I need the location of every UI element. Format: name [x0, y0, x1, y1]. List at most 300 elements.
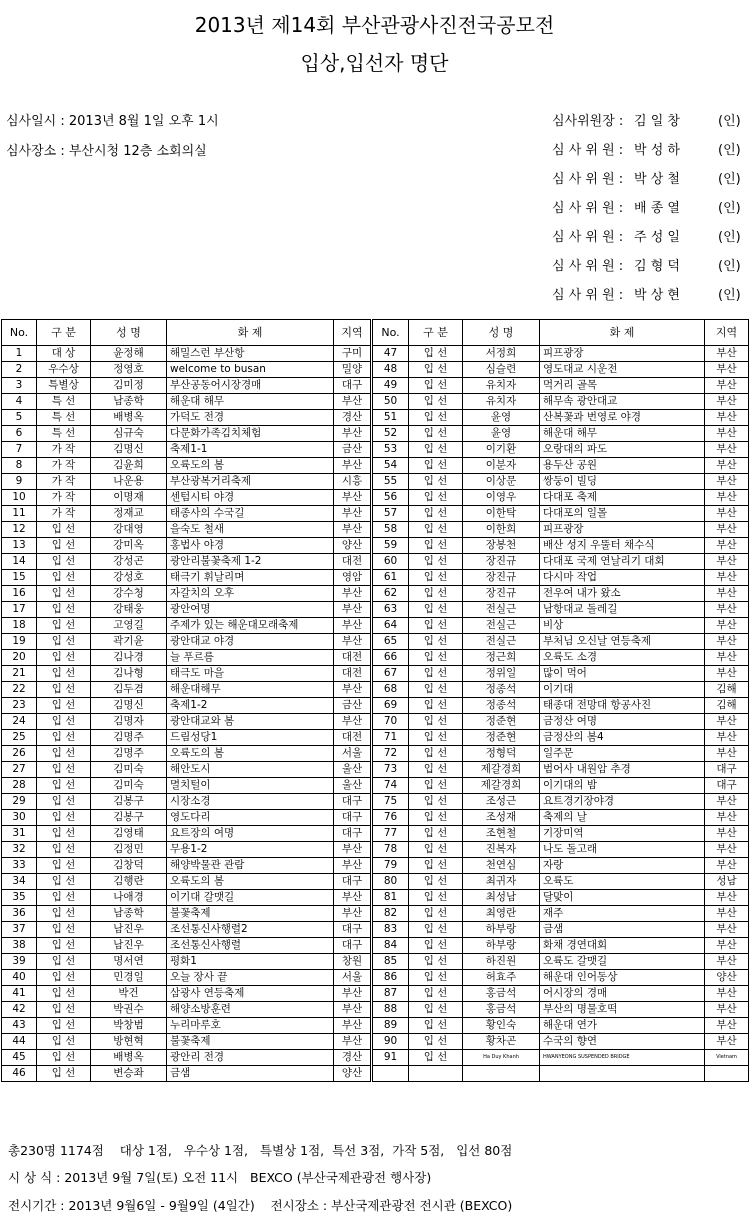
cell-category: 입 선: [409, 442, 463, 458]
cell-name: 전실근: [463, 602, 540, 618]
cell-no: 63: [372, 602, 409, 618]
judge-role: 심 사 위 원 :: [552, 143, 624, 158]
cell-region: 부산: [334, 394, 372, 410]
cell-category: 입 선: [37, 938, 91, 954]
table-row: [2, 490, 749, 506]
cell-region: 양산: [334, 1066, 372, 1082]
judge-role: 심 사 위 원 :: [552, 201, 624, 216]
cell-region: 부산: [334, 458, 372, 474]
cell-region: 부산: [334, 906, 372, 922]
award-table: [1, 319, 749, 1082]
cell-name: 윤영: [463, 426, 540, 442]
cell-no: 4: [2, 394, 37, 410]
cell-no: 33: [2, 858, 37, 874]
cell-name: 남진우: [91, 922, 167, 938]
cell-no: 59: [372, 538, 409, 554]
table-row: [2, 874, 749, 890]
cell-title: 비상: [540, 618, 705, 634]
cell-category: 입 선: [409, 1002, 463, 1018]
cell-title: 광안리불꽃축제 1-2: [167, 554, 334, 570]
cell-title: 오륙도 갈맷길: [540, 954, 705, 970]
cell-no: 78: [372, 842, 409, 858]
cell-name: 조성근: [463, 794, 540, 810]
cell-category: 입 선: [409, 906, 463, 922]
cell-name: Ha Duy Khanh: [463, 1050, 540, 1066]
cell-no: 84: [372, 938, 409, 954]
cell-name: 홍금석: [463, 1002, 540, 1018]
cell-no: 62: [372, 586, 409, 602]
cell-region: 부산: [705, 810, 749, 826]
cell-title: 광안여명: [167, 602, 334, 618]
cell-region: 금산: [334, 698, 372, 714]
judge-seal: (인): [718, 230, 741, 245]
cell-name: 정재교: [91, 506, 167, 522]
cell-category: 가 작: [37, 442, 91, 458]
cell-name: 정형덕: [463, 746, 540, 762]
cell-no: 11: [2, 506, 37, 522]
cell-name: 황차곤: [463, 1034, 540, 1050]
cell-name: 심슬련: [463, 362, 540, 378]
table-row: [2, 682, 749, 698]
cell-name: 정준현: [463, 714, 540, 730]
cell-category: 입 선: [409, 410, 463, 426]
cell-title: 태극도 마을: [167, 666, 334, 682]
cell-title: 해양소방훈련: [167, 1002, 334, 1018]
cell-title: 해안도시: [167, 762, 334, 778]
cell-no: 8: [2, 458, 37, 474]
cell-no: 54: [372, 458, 409, 474]
cell-category: 입 선: [37, 906, 91, 922]
cell-no: 75: [372, 794, 409, 810]
cell-title: 쌍둥이 빌딩: [540, 474, 705, 490]
cell-region: 부산: [334, 586, 372, 602]
cell-category: 가 작: [37, 490, 91, 506]
cell-no: 2: [2, 362, 37, 378]
cell-no: 36: [2, 906, 37, 922]
cell-title: 많이 먹어: [540, 666, 705, 682]
cell-no: 77: [372, 826, 409, 842]
table-row: [2, 810, 749, 826]
cell-no: 58: [372, 522, 409, 538]
cell-name: 김미숙: [91, 778, 167, 794]
cell-no: 89: [372, 1018, 409, 1034]
cell-name: 유치자: [463, 394, 540, 410]
cell-region: 대전: [334, 730, 372, 746]
cell-name: 제갈경희: [463, 762, 540, 778]
cell-category: 입 선: [37, 570, 91, 586]
cell-title: 오륙도의 봄: [167, 746, 334, 762]
cell-no: 79: [372, 858, 409, 874]
header-no: No.: [2, 320, 37, 346]
cell-no: 41: [2, 986, 37, 1002]
cell-title: 오륙도의 봄: [167, 458, 334, 474]
cell-category: 입 선: [409, 666, 463, 682]
cell-name: 이명재: [91, 490, 167, 506]
cell-region: 부산: [705, 826, 749, 842]
cell-category: 입 선: [409, 682, 463, 698]
cell-title: 센텀시티 야경: [167, 490, 334, 506]
header-name: 성 명: [463, 320, 540, 346]
header-title: 화 제: [167, 320, 334, 346]
judge-seal: (인): [718, 288, 741, 303]
judge-seal: (인): [718, 172, 741, 187]
cell-no: 29: [2, 794, 37, 810]
cell-title: 먹거리 골목: [540, 378, 705, 394]
cell-region: 부산: [705, 538, 749, 554]
cell-title: 산복꽃과 번영로 야경: [540, 410, 705, 426]
cell-title: 용두산 공원: [540, 458, 705, 474]
cell-title: 전우여 내가 왔소: [540, 586, 705, 602]
judge-role: 심 사 위 원 :: [552, 230, 624, 245]
cell-category: 입 선: [409, 650, 463, 666]
cell-name: 배병옥: [91, 1050, 167, 1066]
cell-title: 금샘: [167, 1066, 334, 1082]
table-row: [2, 730, 749, 746]
cell-region: 부산: [334, 426, 372, 442]
cell-region: 부산: [334, 1002, 372, 1018]
cell-no: 74: [372, 778, 409, 794]
cell-name: 하부랑: [463, 922, 540, 938]
cell-no: 38: [2, 938, 37, 954]
cell-region: 부산: [705, 554, 749, 570]
cell-title: 재주: [540, 906, 705, 922]
cell-name: 이상문: [463, 474, 540, 490]
cell-title: 오륙도의 봄: [167, 874, 334, 890]
cell-region: 김해: [705, 698, 749, 714]
cell-title: 영도다리: [167, 810, 334, 826]
cell-name: 강성곤: [91, 554, 167, 570]
cell-no: 39: [2, 954, 37, 970]
cell-name: 장진규: [463, 570, 540, 586]
cell-category: 입 선: [409, 458, 463, 474]
cell-name: 곽기윤: [91, 634, 167, 650]
cell-region: 부산: [705, 858, 749, 874]
cell-name: 이분자: [463, 458, 540, 474]
cell-title: 부산공동어시장경매: [167, 378, 334, 394]
cell-category: 입 선: [409, 730, 463, 746]
cell-category: 입 선: [37, 762, 91, 778]
cell-name: 김정민: [91, 842, 167, 858]
cell-name: 배병옥: [91, 410, 167, 426]
cell-region: 대전: [334, 554, 372, 570]
cell-category: 입 선: [409, 970, 463, 986]
cell-region: 부산: [705, 586, 749, 602]
cell-title: 요트장의 여명: [167, 826, 334, 842]
cell-category: 입 선: [409, 506, 463, 522]
cell-region: 대구: [334, 938, 372, 954]
table-row: [2, 346, 749, 362]
cell-no: 5: [2, 410, 37, 426]
judge-row: [552, 110, 741, 129]
cell-category: 입 선: [37, 794, 91, 810]
table-row: [2, 970, 749, 986]
table-row: [2, 362, 749, 378]
cell-region: 부산: [705, 394, 749, 410]
cell-name: 정근희: [463, 650, 540, 666]
cell-no: 17: [2, 602, 37, 618]
cell-category: 입 선: [409, 698, 463, 714]
cell-region: 대전: [334, 650, 372, 666]
cell-title: 나도 돌고래: [540, 842, 705, 858]
cell-name: 김명신: [91, 698, 167, 714]
cell-region: 부산: [705, 634, 749, 650]
cell-category: 입 선: [37, 634, 91, 650]
cell-name: 김봉구: [91, 794, 167, 810]
cell-category: 입 선: [409, 1018, 463, 1034]
judge-seal: (인): [718, 143, 741, 158]
cell-title: 해운대 해무: [540, 426, 705, 442]
cell-title: 피프광장: [540, 346, 705, 362]
cell-category: [409, 1066, 463, 1082]
cell-region: 부산: [705, 794, 749, 810]
cell-region: 대구: [705, 778, 749, 794]
cell-no: 91: [372, 1050, 409, 1066]
cell-title: 자랑: [540, 858, 705, 874]
cell-no: 65: [372, 634, 409, 650]
cell-no: 83: [372, 922, 409, 938]
cell-region: 부산: [705, 602, 749, 618]
cell-name: 조성재: [463, 810, 540, 826]
cell-title: 불꽃축제: [167, 906, 334, 922]
cell-category: 입 선: [409, 394, 463, 410]
cell-name: 장봉천: [463, 538, 540, 554]
cell-name: 황인숙: [463, 1018, 540, 1034]
cell-category: 입 선: [409, 794, 463, 810]
cell-region: 부산: [334, 602, 372, 618]
table-row: [2, 826, 749, 842]
cell-region: 부산: [705, 890, 749, 906]
cell-title: 이기대의 밤: [540, 778, 705, 794]
cell-category: 입 선: [37, 810, 91, 826]
cell-no: 46: [2, 1066, 37, 1082]
cell-name: 심규숙: [91, 426, 167, 442]
cell-category: 입 선: [37, 522, 91, 538]
cell-category: 입 선: [409, 746, 463, 762]
cell-no: 3: [2, 378, 37, 394]
cell-region: 양산: [334, 538, 372, 554]
cell-no: 69: [372, 698, 409, 714]
cell-name: 제갈경희: [463, 778, 540, 794]
cell-region: 부산: [705, 954, 749, 970]
table-row: [2, 922, 749, 938]
judge-seal: (인): [718, 114, 741, 129]
table-row: [2, 794, 749, 810]
cell-name: 이한탁: [463, 506, 540, 522]
cell-name: 하부랑: [463, 938, 540, 954]
cell-name: 김봉구: [91, 810, 167, 826]
cell-category: 입 선: [37, 1002, 91, 1018]
table-row: [2, 522, 749, 538]
table-row: [2, 426, 749, 442]
cell-name: 변승좌: [91, 1066, 167, 1082]
cell-no: [372, 1066, 409, 1082]
cell-category: 입 선: [409, 762, 463, 778]
cell-name: 이기환: [463, 442, 540, 458]
table-row: [2, 506, 749, 522]
cell-name: 김미숙: [91, 762, 167, 778]
cell-category: 입 선: [37, 842, 91, 858]
cell-title: welcome to busan: [167, 362, 334, 378]
cell-no: 53: [372, 442, 409, 458]
cell-region: 대구: [334, 874, 372, 890]
cell-region: 부산: [334, 858, 372, 874]
cell-title: 늘 푸르름: [167, 650, 334, 666]
cell-category: 입 선: [37, 1050, 91, 1066]
cell-region: 밀양: [334, 362, 372, 378]
footer-ceremony: 시 상 식 : 2013년 9월 7일(토) 오전 11시 BEXCO (부산국제관광전 행사장): [8, 1170, 432, 1185]
table-row: [2, 1034, 749, 1050]
page-title: 2013년 제14회 부산관광사진전국공모전: [194, 13, 555, 37]
cell-name: 천연심: [463, 858, 540, 874]
cell-category: 입 선: [409, 522, 463, 538]
cell-region: 부산: [705, 458, 749, 474]
cell-name: 하진원: [463, 954, 540, 970]
cell-no: 23: [2, 698, 37, 714]
cell-region: 양산: [705, 970, 749, 986]
cell-no: 51: [372, 410, 409, 426]
cell-title: 조선통신사행렬2: [167, 922, 334, 938]
cell-no: 1: [2, 346, 37, 362]
table-row: [2, 474, 749, 490]
cell-category: 입 선: [409, 554, 463, 570]
cell-category: 입 선: [409, 586, 463, 602]
cell-region: 부산: [334, 682, 372, 698]
cell-region: 부산: [705, 730, 749, 746]
table-row: [2, 778, 749, 794]
cell-name: 진복자: [463, 842, 540, 858]
cell-name: 홍금석: [463, 986, 540, 1002]
cell-name: 김미정: [91, 378, 167, 394]
cell-title: 부산의 명물호떡: [540, 1002, 705, 1018]
cell-region: 부산: [334, 618, 372, 634]
cell-title: 부처님 오신날 연등축제: [540, 634, 705, 650]
cell-region: 서울: [334, 970, 372, 986]
cell-name: 나애경: [91, 890, 167, 906]
cell-title: 오륙도: [540, 874, 705, 890]
cell-no: 72: [372, 746, 409, 762]
cell-category: 입 선: [409, 714, 463, 730]
cell-region: 대구: [334, 826, 372, 842]
cell-region: Vietnam: [705, 1050, 749, 1066]
cell-no: 43: [2, 1018, 37, 1034]
cell-name: 김행란: [91, 874, 167, 890]
cell-name: 정종석: [463, 698, 540, 714]
cell-region: 부산: [334, 506, 372, 522]
cell-category: 입 선: [409, 1034, 463, 1050]
cell-title: 태극기 휘날리며: [167, 570, 334, 586]
cell-no: 67: [372, 666, 409, 682]
cell-no: 28: [2, 778, 37, 794]
table-row: [2, 746, 749, 762]
cell-title: 해양박물관 관람: [167, 858, 334, 874]
cell-region: 부산: [705, 746, 749, 762]
cell-no: 80: [372, 874, 409, 890]
cell-region: 구미: [334, 346, 372, 362]
judge-row: [552, 168, 741, 187]
cell-name: [463, 1066, 540, 1082]
judge-seal: (인): [718, 201, 741, 216]
judge-row: [552, 255, 741, 274]
table-row: [2, 650, 749, 666]
table-row: [2, 458, 749, 474]
cell-region: 부산: [705, 650, 749, 666]
cell-no: 20: [2, 650, 37, 666]
cell-category: 입 선: [37, 682, 91, 698]
cell-title: 태종대 전망대 항공사진: [540, 698, 705, 714]
cell-title: 주제가 있는 해운대모래축제: [167, 618, 334, 634]
table-row: [2, 378, 749, 394]
cell-title: 수국의 향연: [540, 1034, 705, 1050]
cell-title: 해밀스런 부산항: [167, 346, 334, 362]
judge-name: 김 형 덕: [634, 259, 680, 274]
cell-title: 해운대 연가: [540, 1018, 705, 1034]
judging-place: 심사장소 : 부산시청 12층 소회의실: [6, 144, 207, 159]
cell-no: 21: [2, 666, 37, 682]
cell-name: 박권수: [91, 1002, 167, 1018]
cell-no: 70: [372, 714, 409, 730]
cell-name: 김명주: [91, 746, 167, 762]
cell-category: 입 선: [409, 1050, 463, 1066]
cell-title: 금정산 여명: [540, 714, 705, 730]
cell-name: 고영길: [91, 618, 167, 634]
cell-region: 부산: [705, 666, 749, 682]
cell-title: 남항대교 돌레길: [540, 602, 705, 618]
cell-category: 입 선: [409, 378, 463, 394]
cell-name: 민경일: [91, 970, 167, 986]
judge-name: 박 상 현: [634, 288, 680, 303]
cell-no: 85: [372, 954, 409, 970]
cell-title: 축제의 날: [540, 810, 705, 826]
cell-region: 울산: [334, 762, 372, 778]
cell-region: 영암: [334, 570, 372, 586]
table-row: [2, 666, 749, 682]
cell-name: 남진우: [91, 938, 167, 954]
table-row: [2, 1050, 749, 1066]
cell-no: 32: [2, 842, 37, 858]
cell-category: 입 선: [37, 538, 91, 554]
cell-no: 34: [2, 874, 37, 890]
cell-category: 입 선: [37, 666, 91, 682]
cell-region: 부산: [705, 378, 749, 394]
cell-name: 서정희: [463, 346, 540, 362]
cell-category: 특 선: [37, 394, 91, 410]
cell-no: 49: [372, 378, 409, 394]
cell-title: 을숙도 철새: [167, 522, 334, 538]
cell-region: 경산: [334, 1050, 372, 1066]
cell-title: 요트경기장야경: [540, 794, 705, 810]
cell-title: 다문화가족김치체험: [167, 426, 334, 442]
cell-no: 52: [372, 426, 409, 442]
cell-category: 입 선: [409, 858, 463, 874]
table-row: [2, 714, 749, 730]
judge-role: 심 사 위 원 :: [552, 172, 624, 187]
cell-title: 배산 성지 우뚤터 채수식: [540, 538, 705, 554]
cell-region: 부산: [705, 426, 749, 442]
cell-category: 입 선: [37, 1034, 91, 1050]
cell-name: 윤영: [463, 410, 540, 426]
cell-no: 35: [2, 890, 37, 906]
cell-category: 입 선: [409, 426, 463, 442]
cell-name: 강미옥: [91, 538, 167, 554]
cell-no: 15: [2, 570, 37, 586]
cell-category: 입 선: [409, 570, 463, 586]
cell-no: 42: [2, 1002, 37, 1018]
cell-no: 48: [372, 362, 409, 378]
cell-category: 입 선: [37, 1066, 91, 1082]
cell-region: 부산: [705, 410, 749, 426]
cell-no: 22: [2, 682, 37, 698]
judging-date: 심사일시 : 2013년 8월 1일 오후 1시: [6, 114, 219, 129]
